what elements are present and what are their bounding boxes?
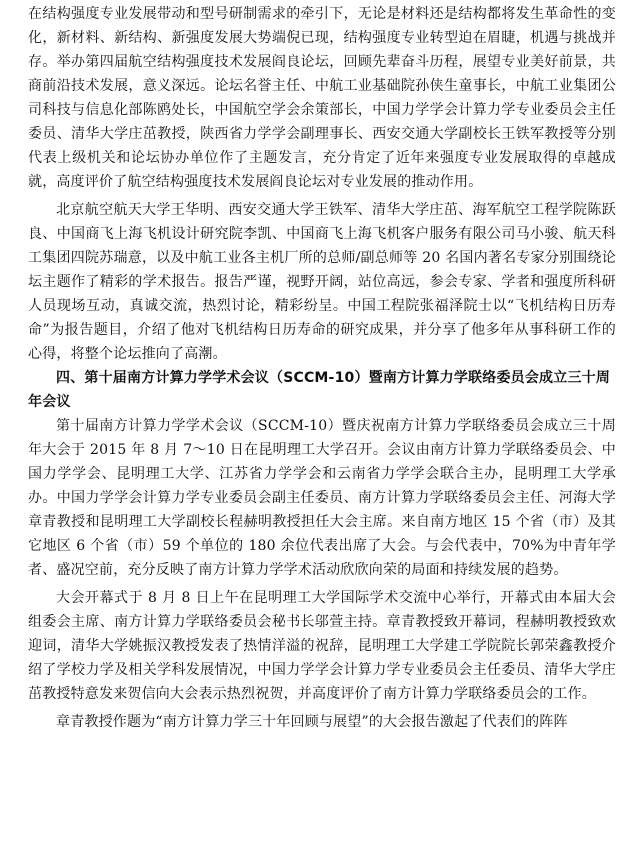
paragraph-conference-overview: 第十届南方计算力学学术会议（SCCM-10）暨庆祝南方计算力学联络委员会成立三十周年大会于 2015 年 8 月 7～10 日在昆明理工大学召开。会议由南方计算力学联络委员会、中国力学学会、昆明理工大学、江苏省力学学会和云南省力学学会联合主办，昆明理工大学承办。中国力学学会计算力学专业委员会副主任委员、南方计算力学联络委员会主任、河海大学章青教授和昆明理工大学副校长程赫明教授担任大会主席。来自南方地区 15 个省（市）及其它地区 6 个省（市）59 个单位的 180 余位代表出席了大会。与会代表中，70%为中青年学者、盛况空前，充分反映了南方计算力学学术活动欣欣向荣的局面和持续发展的趋势。 — [28, 418, 616, 578]
paragraph-opening-ceremony: 大会开幕式于 8 月 8 日上午在昆明理工大学国际学术交流中心举行，开幕式由本届大会组委会主席、南方计算力学联络委员会秘书长邬萱主持。章青教授致开幕词，程赫明教授致欢迎词，清华大学姚振汉教授发表了热情洋溢的祝辞，昆明理工大学建工学院院长郭荣鑫教授介绍了学校力学及相关学科发展情况，中国力学学会计算力学专业委员会主任委员、清华大学庄茁教授特意发来贺信向大会表示热烈祝贺，并高度评价了南方计算力学联络委员会的工作。 — [28, 590, 616, 702]
paragraph-keynote-report: 章青教授作题为“南方计算力学三十年回顾与展望”的大会报告激起了代表们的阵阵 — [56, 714, 568, 730]
section-heading-sccm10: 四、第十届南方计算力学学术会议（SCCM-10）暨南方计算力学联络委员会成立三十周年会议 — [28, 370, 611, 410]
paragraph-forum-opening: 在结构强度专业发展带动和型号研制需求的牵引下，无论是材料还是结构都将发生革命性的变化，新材料、新结构、新强度发展大势端倪已现，结构强度专业转型迫在眉睫，机遇与挑战并存。举办第四届航空结构强度技术发展阎良论坛，回顾先辈奋斗历程，展望专业美好前景，共商前沿技术发展，意义深远。论坛名誉主任、中航工业基础院孙侠生童事长，中航工业集团公司科技与信息化部陈鸥处长，中国航空学会余策部长，中国力学学会计算力学专业委员会主任委员、清华大学庄茁教授，陕西省力学学会副理事长、西安交通大学副校长王铁军教授等分别代表上级机关和论坛协办单位作了主题发言，充分肯定了近年来强度专业发展取得的卓越成就，高度评价了航空结构强度技术发展阎良论坛对专业发展的推动作用。 — [28, 6, 616, 190]
paragraph-expert-reports: 北京航空航天大学王华明、西安交通大学王铁军、清华大学庄茁、海军航空工程学院陈跃良、中国商飞上海飞机设计研究院李凯、中国商飞上海飞机客户服务有限公司马小骏、航天科工集团四院苏瑞意，以及中航工业各主机厂所的总师/副总师等 20 名国内著名专家分别围绕论坛主题作了精彩的学术报告。报告严谨，视野开阔，站位高远，参会专家、学者和强度所科研人员现场互动，真诚交流，热烈讨论，精彩纷呈。中国工程院张福泽院士以“飞机结构日历寿命”为报告题目，介绍了他对飞机结构日历寿命的研究成果，并分享了他多年从事科研工作的心得，将整个论坛推向了高潮。 — [28, 202, 616, 362]
document-page — [28, 2, 616, 734]
